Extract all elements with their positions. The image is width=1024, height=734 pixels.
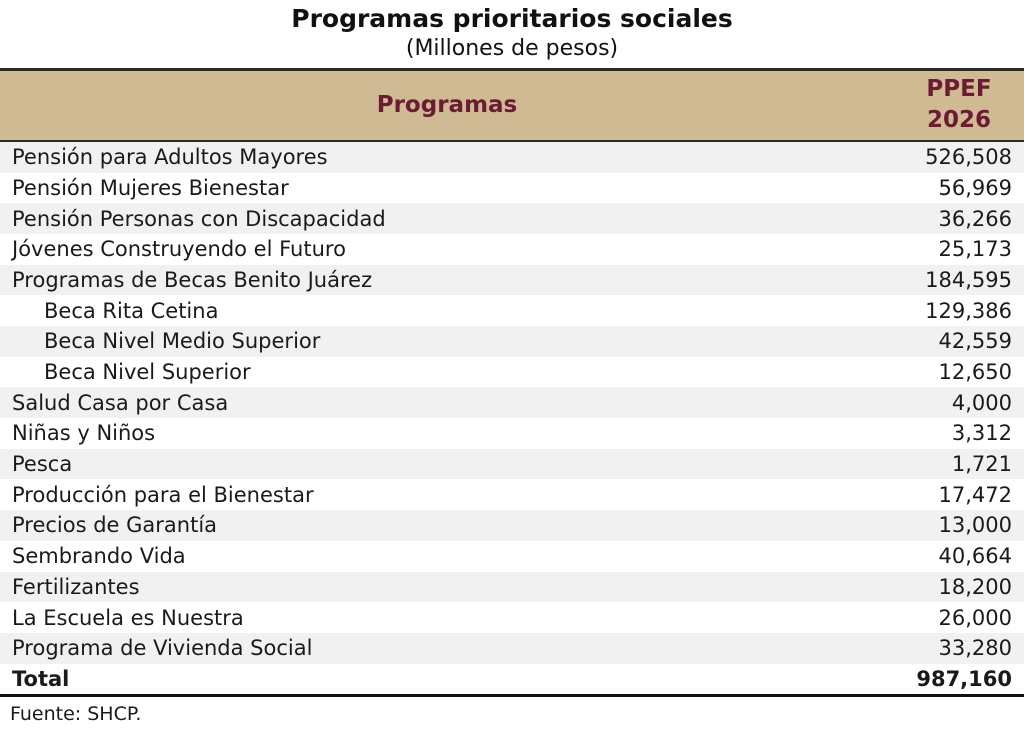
total-value: 987,160	[916, 666, 1012, 691]
page-subtitle: (Millones de pesos)	[405, 35, 619, 61]
program-name: Pensión para Adultos Mayores	[12, 145, 328, 170]
table-row	[0, 418, 1024, 449]
table-row	[0, 541, 1024, 572]
program-name: Pensión Personas con Discapacidad	[12, 206, 386, 231]
table-row	[0, 295, 1024, 326]
column-header-programas: Programas	[376, 92, 518, 119]
program-name: Beca Nivel Medio Superior	[44, 329, 321, 354]
program-value: 42,559	[938, 329, 1012, 354]
program-value: 4,000	[951, 390, 1012, 415]
budget-table	[0, 68, 1024, 697]
table-row	[0, 449, 1024, 480]
table-row	[0, 326, 1024, 357]
program-name: Programa de Vivienda Social	[12, 636, 313, 661]
program-value: 18,200	[938, 574, 1012, 599]
program-name: Beca Nivel Superior	[44, 360, 251, 385]
program-value: 56,969	[938, 175, 1012, 200]
table-row	[0, 387, 1024, 418]
program-value: 36,266	[938, 206, 1012, 231]
program-name: Pensión Mujeres Bienestar	[12, 175, 289, 200]
table-row	[0, 265, 1024, 296]
table-body	[0, 142, 1024, 664]
table-total-row	[0, 664, 1024, 698]
table-row	[0, 633, 1024, 664]
program-value: 526,508	[925, 145, 1012, 170]
program-name: Producción para el Bienestar	[12, 482, 314, 507]
column-header-ppef-line2: 2026	[926, 107, 991, 134]
program-value: 13,000	[938, 513, 1012, 538]
table-row	[0, 572, 1024, 603]
program-name: Precios de Garantía	[12, 513, 218, 538]
program-name: Sembrando Vida	[12, 544, 186, 569]
column-header-ppef-2026	[894, 71, 1024, 140]
program-name: Jóvenes Construyendo el Futuro	[12, 237, 346, 262]
source-note: Fuente: SHCP.	[10, 703, 142, 726]
program-value: 33,280	[938, 636, 1012, 661]
table-row	[0, 234, 1024, 265]
program-value: 129,386	[925, 298, 1012, 323]
table-row	[0, 203, 1024, 234]
table-row	[0, 357, 1024, 388]
program-name: Salud Casa por Casa	[12, 390, 229, 415]
page-title: Programas prioritarios sociales	[291, 4, 733, 33]
program-name: Programas de Becas Benito Juárez	[12, 267, 373, 292]
column-header-ppef-line1: PPEF	[926, 76, 992, 103]
program-name: Pesca	[12, 452, 73, 477]
table-row	[0, 479, 1024, 510]
table-row	[0, 602, 1024, 633]
total-label: Total	[12, 666, 70, 691]
program-value: 3,312	[951, 421, 1012, 446]
program-value: 184,595	[925, 267, 1012, 292]
program-value: 25,173	[938, 237, 1012, 262]
program-name: La Escuela es Nuestra	[12, 605, 244, 630]
table-row	[0, 510, 1024, 541]
table-row	[0, 173, 1024, 204]
program-value: 26,000	[938, 605, 1012, 630]
program-name: Beca Rita Cetina	[44, 298, 219, 323]
program-value: 12,650	[938, 360, 1012, 385]
table-header-row	[0, 71, 1024, 142]
program-name: Niñas y Niños	[12, 421, 156, 446]
program-value: 17,472	[938, 482, 1012, 507]
program-value: 40,664	[938, 544, 1012, 569]
program-name: Fertilizantes	[12, 574, 140, 599]
program-value: 1,721	[951, 452, 1012, 477]
table-row	[0, 142, 1024, 173]
